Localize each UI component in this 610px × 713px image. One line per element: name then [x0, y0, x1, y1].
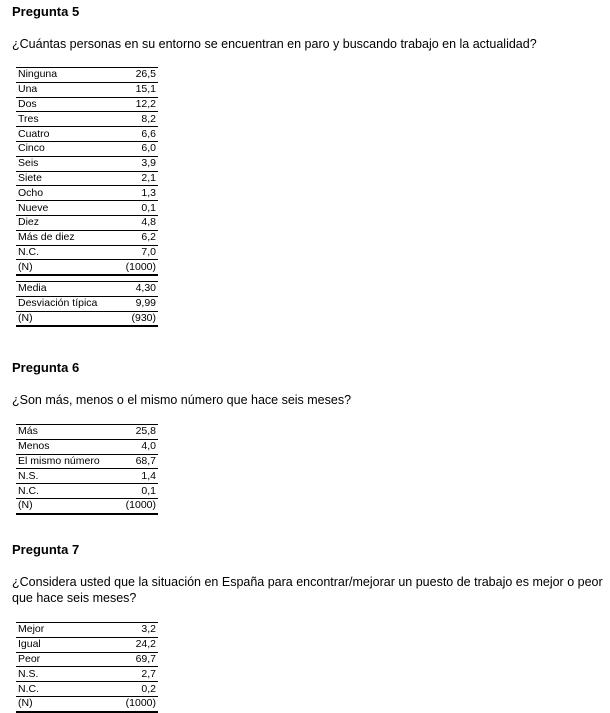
- row-label: Más: [16, 425, 117, 440]
- table-row: [16, 282, 158, 297]
- row-label: Ocho: [16, 186, 107, 201]
- row-label: Igual: [16, 637, 83, 652]
- row-label: Media: [16, 282, 122, 297]
- row-label: Dos: [16, 97, 107, 112]
- table-row: [16, 171, 158, 186]
- table-row: [16, 97, 158, 112]
- table-row: [16, 498, 158, 513]
- q7-title: Pregunta 7: [12, 542, 80, 557]
- table-row: [16, 682, 158, 697]
- q5-question: ¿Cuántas personas en su entorno se encuentran en paro y buscando trabajo en la actualidad?: [12, 37, 537, 51]
- row-value: 4,0: [117, 439, 158, 454]
- row-label: Seis: [16, 156, 107, 171]
- table-row: [16, 425, 158, 440]
- row-value: 25,8: [117, 425, 158, 440]
- row-label: Una: [16, 82, 107, 97]
- q5-stats-table: [16, 281, 158, 327]
- row-label: (N): [16, 311, 122, 326]
- row-value: 0,1: [117, 484, 158, 499]
- table-row: [16, 82, 158, 97]
- table-row: [16, 68, 158, 83]
- q6-table: [16, 424, 158, 515]
- table-row: [16, 260, 158, 275]
- row-label: Cinco: [16, 141, 107, 156]
- row-label: N.S.: [16, 667, 83, 682]
- row-label: Menos: [16, 439, 117, 454]
- row-value: 4,8: [107, 215, 158, 230]
- row-value: 24,2: [83, 637, 159, 652]
- table-row: [16, 230, 158, 245]
- row-value: (930): [122, 311, 158, 326]
- table-row: [16, 186, 158, 201]
- row-label: (N): [16, 498, 117, 513]
- row-label: Siete: [16, 171, 107, 186]
- q6-title: Pregunta 6: [12, 360, 80, 375]
- row-label: Más de diez: [16, 230, 107, 245]
- row-label: Nueve: [16, 201, 107, 216]
- q6-question: ¿Son más, menos o el mismo número que hace seis meses?: [12, 393, 352, 407]
- row-value: 69,7: [83, 652, 159, 667]
- row-label: (N): [16, 260, 107, 275]
- table-row: [16, 623, 158, 638]
- q7-question: ¿Considera usted que la situación en España para encontrar/mejorar un puesto de trabajo es mejor o peor que hace seis meses?: [12, 575, 603, 605]
- row-value: 1,3: [107, 186, 158, 201]
- table-row: [16, 696, 158, 711]
- row-value: 2,1: [107, 171, 158, 186]
- row-value: 6,2: [107, 230, 158, 245]
- row-value: 3,9: [107, 156, 158, 171]
- table-row: [16, 652, 158, 667]
- row-value: 12,2: [107, 97, 158, 112]
- table-row: [16, 637, 158, 652]
- row-label: N.C.: [16, 484, 117, 499]
- q5-title: Pregunta 5: [12, 4, 80, 19]
- row-value: 15,1: [107, 82, 158, 97]
- row-value: 7,0: [107, 245, 158, 260]
- row-label: N.S.: [16, 469, 117, 484]
- table-row: [16, 296, 158, 311]
- table-row: [16, 667, 158, 682]
- row-value: (1000): [107, 260, 158, 275]
- table-row: [16, 156, 158, 171]
- table-row: [16, 439, 158, 454]
- row-value: (1000): [83, 696, 159, 711]
- row-value: 0,2: [83, 682, 159, 697]
- table-row: [16, 245, 158, 260]
- q5-table: [16, 67, 158, 276]
- row-value: 8,2: [107, 112, 158, 127]
- row-label: N.C.: [16, 682, 83, 697]
- row-label: Ninguna: [16, 68, 107, 83]
- row-value: 3,2: [83, 623, 159, 638]
- row-value: 26,5: [107, 68, 158, 83]
- row-label: N.C.: [16, 245, 107, 260]
- row-value: 6,0: [107, 141, 158, 156]
- row-label: El mismo número: [16, 454, 117, 469]
- q7-table: [16, 622, 158, 713]
- row-label: Cuatro: [16, 127, 107, 142]
- row-value: (1000): [117, 498, 158, 513]
- row-value: 0,1: [107, 201, 158, 216]
- row-label: Tres: [16, 112, 107, 127]
- table-row: [16, 201, 158, 216]
- row-value: 68,7: [117, 454, 158, 469]
- row-label: Peor: [16, 652, 83, 667]
- table-row: [16, 469, 158, 484]
- table-row: [16, 311, 158, 326]
- table-row: [16, 484, 158, 499]
- table-row: [16, 215, 158, 230]
- table-row: [16, 112, 158, 127]
- table-row: [16, 127, 158, 142]
- table-row: [16, 454, 158, 469]
- row-value: 2,7: [83, 667, 159, 682]
- row-value: 6,6: [107, 127, 158, 142]
- row-label: Diez: [16, 215, 107, 230]
- row-label: (N): [16, 696, 83, 711]
- row-label: Desviación típica: [16, 296, 122, 311]
- row-value: 9,99: [122, 296, 158, 311]
- table-row: [16, 141, 158, 156]
- row-label: Mejor: [16, 623, 83, 638]
- row-value: 4,30: [122, 282, 158, 297]
- row-value: 1,4: [117, 469, 158, 484]
